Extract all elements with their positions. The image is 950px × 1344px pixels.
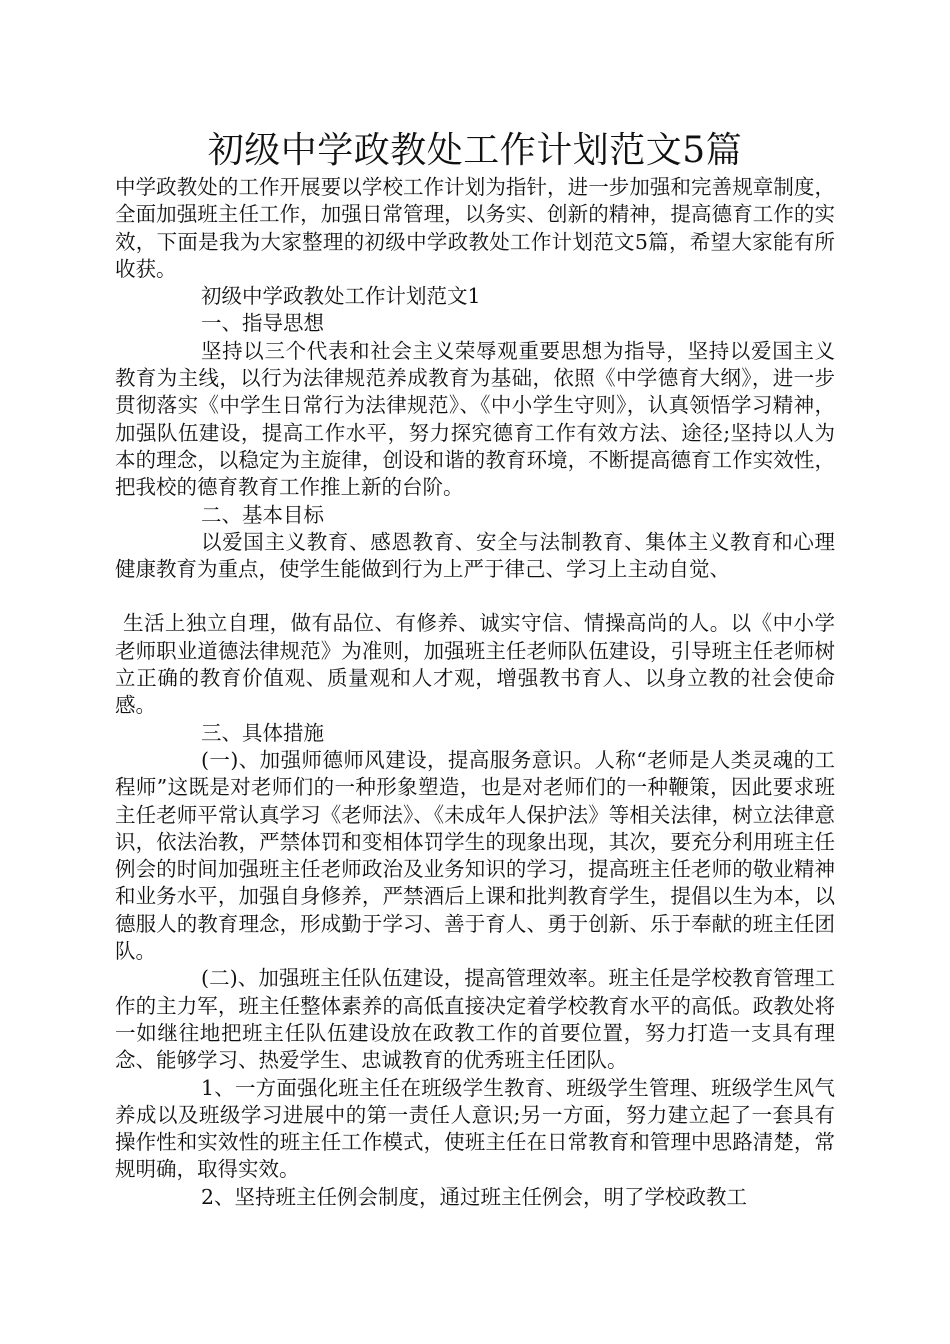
section-heading-plan-1: 初级中学政教处工作计划范文1	[201, 284, 481, 309]
heading-basic-goals: 二、基本目标	[201, 502, 324, 527]
paragraph-measure-2: (二)、加强班主任队伍建设，提高管理效率。班主任是学校教育管理工作的主力军，班主任整体素养的高低直接决定着学校教育水平的高低。政教处将一如继往地把班主任队伍建设放在政教工作的首要位置，努力打造一支具有理念、能够学习、热爱学生、忠诚教育的优秀班主任团队。	[115, 966, 835, 1073]
document-title: 初级中学政教处工作计划范文5篇	[207, 130, 743, 171]
heading-specific-measures: 三、具体措施	[201, 720, 324, 745]
paragraph-item-1: 1、一方面强化班主任在班级学生教育、班级学生管理、班级学生风气养成以及班级学习进展中的第一责任人意识;另一方面，努力建立起了一套具有操作性和实效性的班主任工作模式，使班主任在日常教育和管理中思路清楚，常规明确，取得实效。	[115, 1075, 835, 1182]
heading-guiding-ideology: 一、指导思想	[201, 311, 324, 336]
paragraph-basic-goals-part-2: 生活上独立自理，做有品位、有修养、诚实守信、情操高尚的人。以《中小学老师职业道德法律规范》为准则，加强班主任老师队伍建设，引导班主任老师树立正确的教育价值观、质量观和人才观，增强教书育人、以身立教的社会使命感。	[115, 611, 835, 718]
paragraph-measure-1: (一)、加强师德师风建设，提高服务意识。人称“老师是人类灵魂的工程师”这既是对老师们的一种形象塑造，也是对老师们的一种鞭策，因此要求班主任老师平常认真学习《老师法》、《未成年人保护法》等相关法律，树立法律意识，依法治教，严禁体罚和变相体罚学生的现象出现，其次，要充分利用班主任例会的时间加强班主任老师政治及业务知识的学习，提高班主任老师的敬业精神和业务水平，加强自身修养，严禁酒后上课和批判教育学生，提倡以生为本，以德服人的教育理念，形成勤于学习、善于育人、勇于创新、乐于奉献的班主任团队。	[115, 747, 835, 964]
intro-paragraph: 中学政教处的工作开展要以学校工作计划为指针，进一步加强和完善规章制度，全面加强班主任工作，加强日常管理，以务实、创新的精神，提高德育工作的实效，下面是我为大家整理的初级中学政教处工作计划范文5篇，希望大家能有所收获。	[115, 175, 835, 281]
paragraph-guiding-ideology: 坚持以三个代表和社会主义荣辱观重要思想为指导，坚持以爱国主义教育为主线，以行为法律规范养成教育为基础，依照《中学德育大纲》，进一步贯彻落实《中学生日常行为法律规范》、《中小学生守则》，认真领悟学习精神，加强队伍建设，提高工作水平，努力探究德育工作有效方法、途径;坚持以人为本的理念，以稳定为主旋律，创设和谐的教育环境，不断提高德育工作实效性，把我校的德育教育工作推上新的台阶。	[115, 338, 835, 500]
blank-line	[115, 583, 835, 610]
paragraph-item-2: 2、坚持班主任例会制度，通过班主任例会，明了学校政教工	[201, 1184, 748, 1209]
paragraph-basic-goals-part-1: 以爱国主义教育、感恩教育、安全与法制教育、集体主义教育和心理健康教育为重点，使学生能做到行为上严于律己、学习上主动自觉、	[115, 529, 835, 582]
document-page	[115, 128, 835, 1211]
